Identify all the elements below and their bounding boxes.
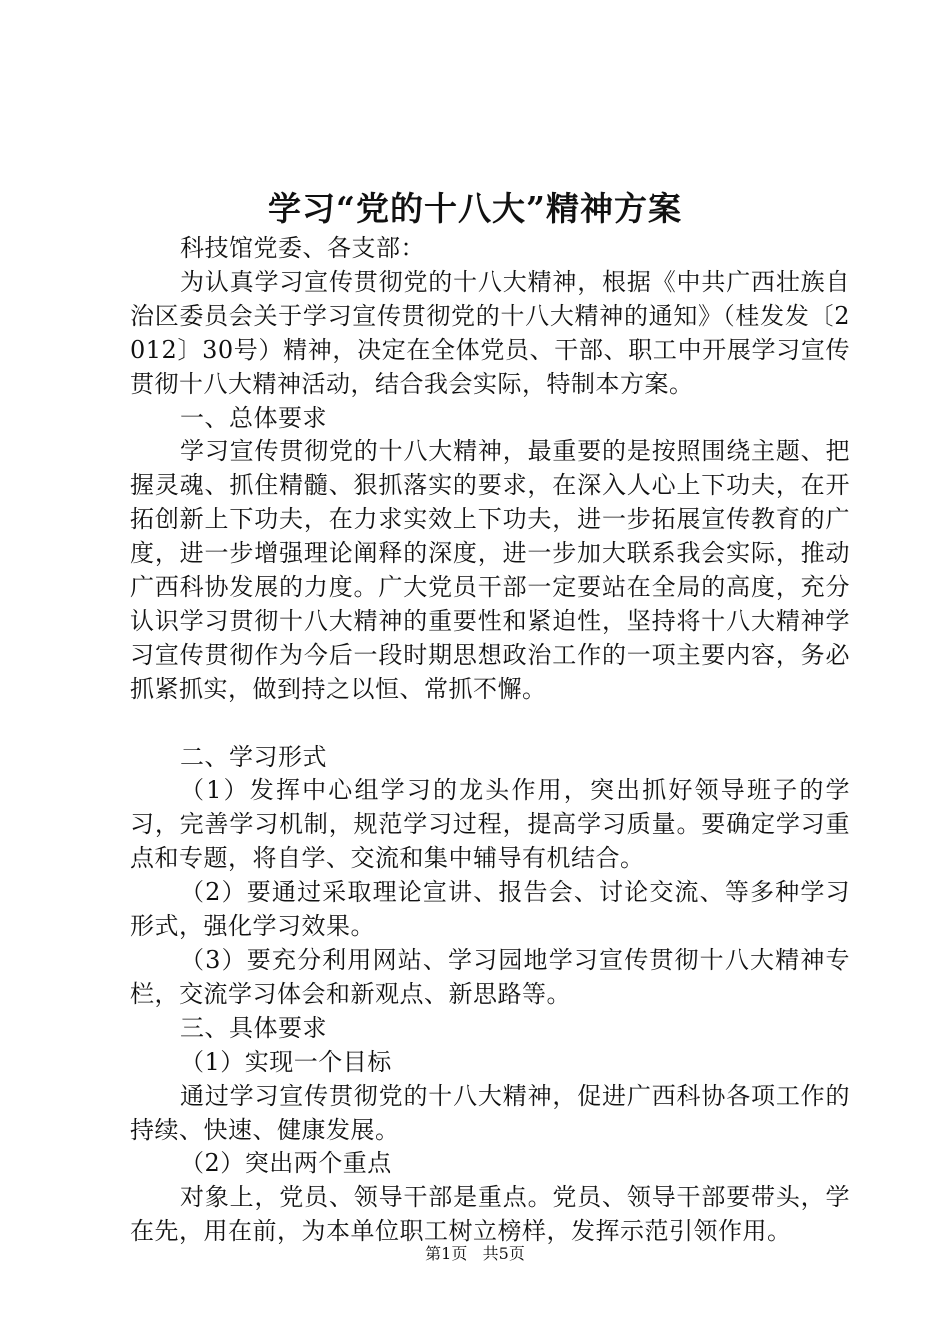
page-number: 第1页 <box>425 1244 468 1263</box>
section-3-paragraph-2: 对象上，党员、领导干部是重点。党员、领导干部要带头，学在先，用在前，为本单位职工树立榜样，发挥示范引领作用。 <box>130 1183 850 1246</box>
document-body <box>130 232 850 1249</box>
section-3-subheading-1: （1）实现一个目标 <box>180 1047 392 1076</box>
section-1-paragraph: 学习宣传贯彻党的十八大精神，最重要的是按照围绕主题、把握灵魂、抓住精髓、狠抓落实的要求，在深入人心上下功夫，在开拓创新上下功夫，在力求实效上下功夫，进一步拓展宣传教育的广度，进一步增强理论阐释的深度，进一步加大联系我会实际，推动广西科协发展的力度。广大党员干部一定要站在全局的高度，充分认识学习贯彻十八大精神的重要性和紧迫性，坚持将十八大精神学习宣传贯彻作为今后一段时期思想政治工作的一项主要内容，务必抓紧抓实，做到持之以恒、常抓不懈。 <box>130 437 850 703</box>
section-heading-1: 一、总体要求 <box>180 403 327 432</box>
section-heading-3: 三、具体要求 <box>180 1013 327 1042</box>
page-total: 共5页 <box>482 1244 525 1263</box>
section-2-item-1: （1）发挥中心组学习的龙头作用，突出抓好领导班子的学习，完善学习机制，规范学习过程，提高学习质量。要确定学习重点和专题，将自学、交流和集中辅导有机结合。 <box>130 776 850 873</box>
document-title: 学习“党的十八大”精神方案 <box>268 189 682 228</box>
page-footer <box>0 1242 950 1266</box>
section-heading-2: 二、学习形式 <box>180 742 327 771</box>
section-2-item-3: （3）要充分利用网站、学习园地学习宣传贯彻十八大精神专栏，交流学习体会和新观点、新思路等。 <box>130 946 850 1008</box>
section-2-item-2: （2）要通过采取理论宣讲、报告会、讨论交流、等多种学习形式，强化学习效果。 <box>130 878 850 941</box>
intro-paragraph: 为认真学习宣传贯彻党的十八大精神，根据《中共广西壮族自治区委员会关于学习宣传贯彻党的十八大精神的通知》（桂发发〔2012〕30号）精神，决定在全体党员、干部、职工中开展学习宣传贯彻十八大精神活动，结合我会实际，特制本方案。 <box>130 267 850 398</box>
section-3-subheading-2: （2）突出两个重点 <box>180 1149 392 1178</box>
section-3-paragraph-1: 通过学习宣传贯彻党的十八大精神，促进广西科协各项工作的持续、快速、健康发展。 <box>130 1081 850 1144</box>
footer-spacer <box>472 1244 477 1263</box>
salutation: 科技馆党委、各支部： <box>180 234 425 262</box>
